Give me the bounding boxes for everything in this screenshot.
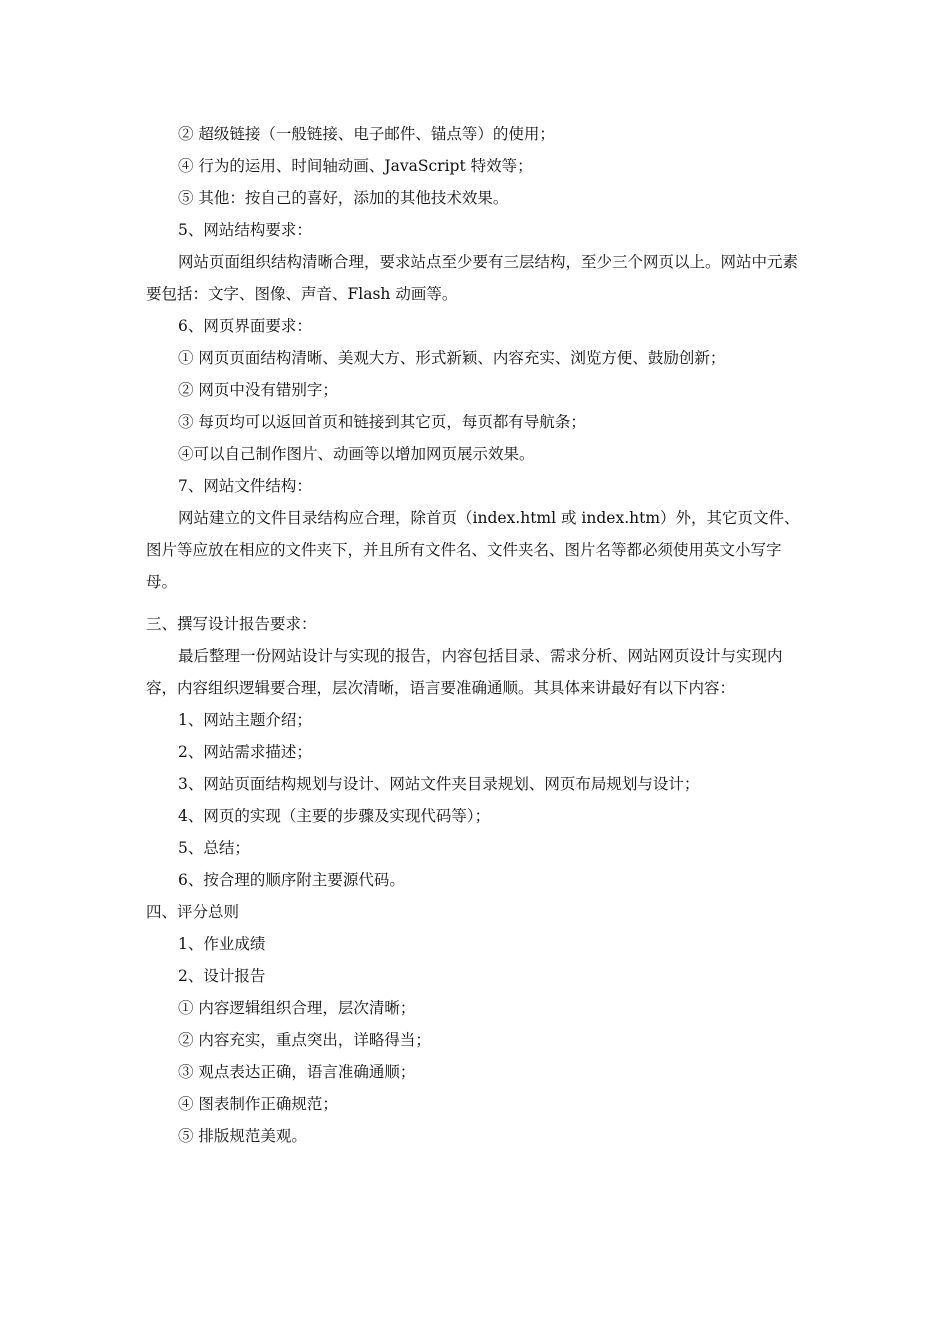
paragraph-site-structure: 网站页面组织结构清晰合理，要求站点至少要有三层结构，至少三个网页以上。网站中元素要包括：文字、图像、声音、Flash 动画等。 xyxy=(146,253,799,303)
item-behaviors-animation: ④ 行为的运用、时间轴动画、JavaScript 特效等； xyxy=(178,157,533,175)
item-clear-layout: ① 网页页面结构清晰、美观大方、形式新颖、内容充实、浏览方便、鼓励创新； xyxy=(178,349,726,367)
section-heading-grading: 四、评分总则 xyxy=(146,903,240,921)
report-item-source-code: 6、按合理的顺序附主要源代码。 xyxy=(178,871,405,889)
grading-point-charts: ④ 图表制作正确规范； xyxy=(178,1095,338,1113)
report-item-planning: 3、网站页面结构规划与设计、网站文件夹目录规划、网页布局规划与设计； xyxy=(178,775,700,793)
grading-item-report: 2、设计报告 xyxy=(178,967,266,985)
paragraph-report: 最后整理一份网站设计与实现的报告，内容包括目录、需求分析、网站网页设计与实现内容，内容组织逻辑要合理，层次清晰，语言要准确通顺。其具体来讲最好有以下内容： xyxy=(146,647,783,697)
item-no-typos: ② 网页中没有错别字； xyxy=(178,381,338,399)
item-custom-media: ④可以自己制作图片、动画等以增加网页展示效果。 xyxy=(178,445,535,463)
heading-site-structure: 5、网站结构要求： xyxy=(178,221,312,239)
grading-point-typesetting: ⑤ 排版规范美观。 xyxy=(178,1127,307,1145)
heading-file-structure: 7、网站文件结构： xyxy=(178,477,312,495)
heading-page-interface: 6、网页界面要求： xyxy=(178,317,312,335)
grading-point-content: ② 内容充实，重点突出，详略得当； xyxy=(178,1031,431,1049)
report-item-requirements: 2、网站需求描述； xyxy=(178,743,312,761)
report-item-summary: 5、总结； xyxy=(178,839,250,857)
report-item-implementation: 4、网页的实现（主要的步骤及实现代码等）； xyxy=(178,807,491,825)
section-heading-report: 三、撰写设计报告要求： xyxy=(146,615,317,633)
document-body xyxy=(146,118,810,1152)
grading-point-expression: ③ 观点表达正确，语言准确通顺； xyxy=(178,1063,416,1081)
item-other-effects: ⑤ 其他：按自己的喜好，添加的其他技术效果。 xyxy=(178,189,509,207)
report-item-theme: 1、网站主题介绍； xyxy=(178,711,312,729)
item-hyperlink-usage: ② 超级链接（一般链接、电子邮件、锚点等）的使用； xyxy=(178,125,555,143)
paragraph-file-structure: 网站建立的文件目录结构应合理，除首页（index.html 或 index.htm）外，其它页文件、图片等应放在相应的文件夹下，并且所有文件名、文件夹名、图片名等都必须使用英文小写字母。 xyxy=(146,509,800,591)
grading-item-assignment: 1、作业成绩 xyxy=(178,935,266,953)
item-navigation: ③ 每页均可以返回首页和链接到其它页，每页都有导航条； xyxy=(178,413,586,431)
grading-point-logic: ① 内容逻辑组织合理，层次清晰； xyxy=(178,999,416,1017)
